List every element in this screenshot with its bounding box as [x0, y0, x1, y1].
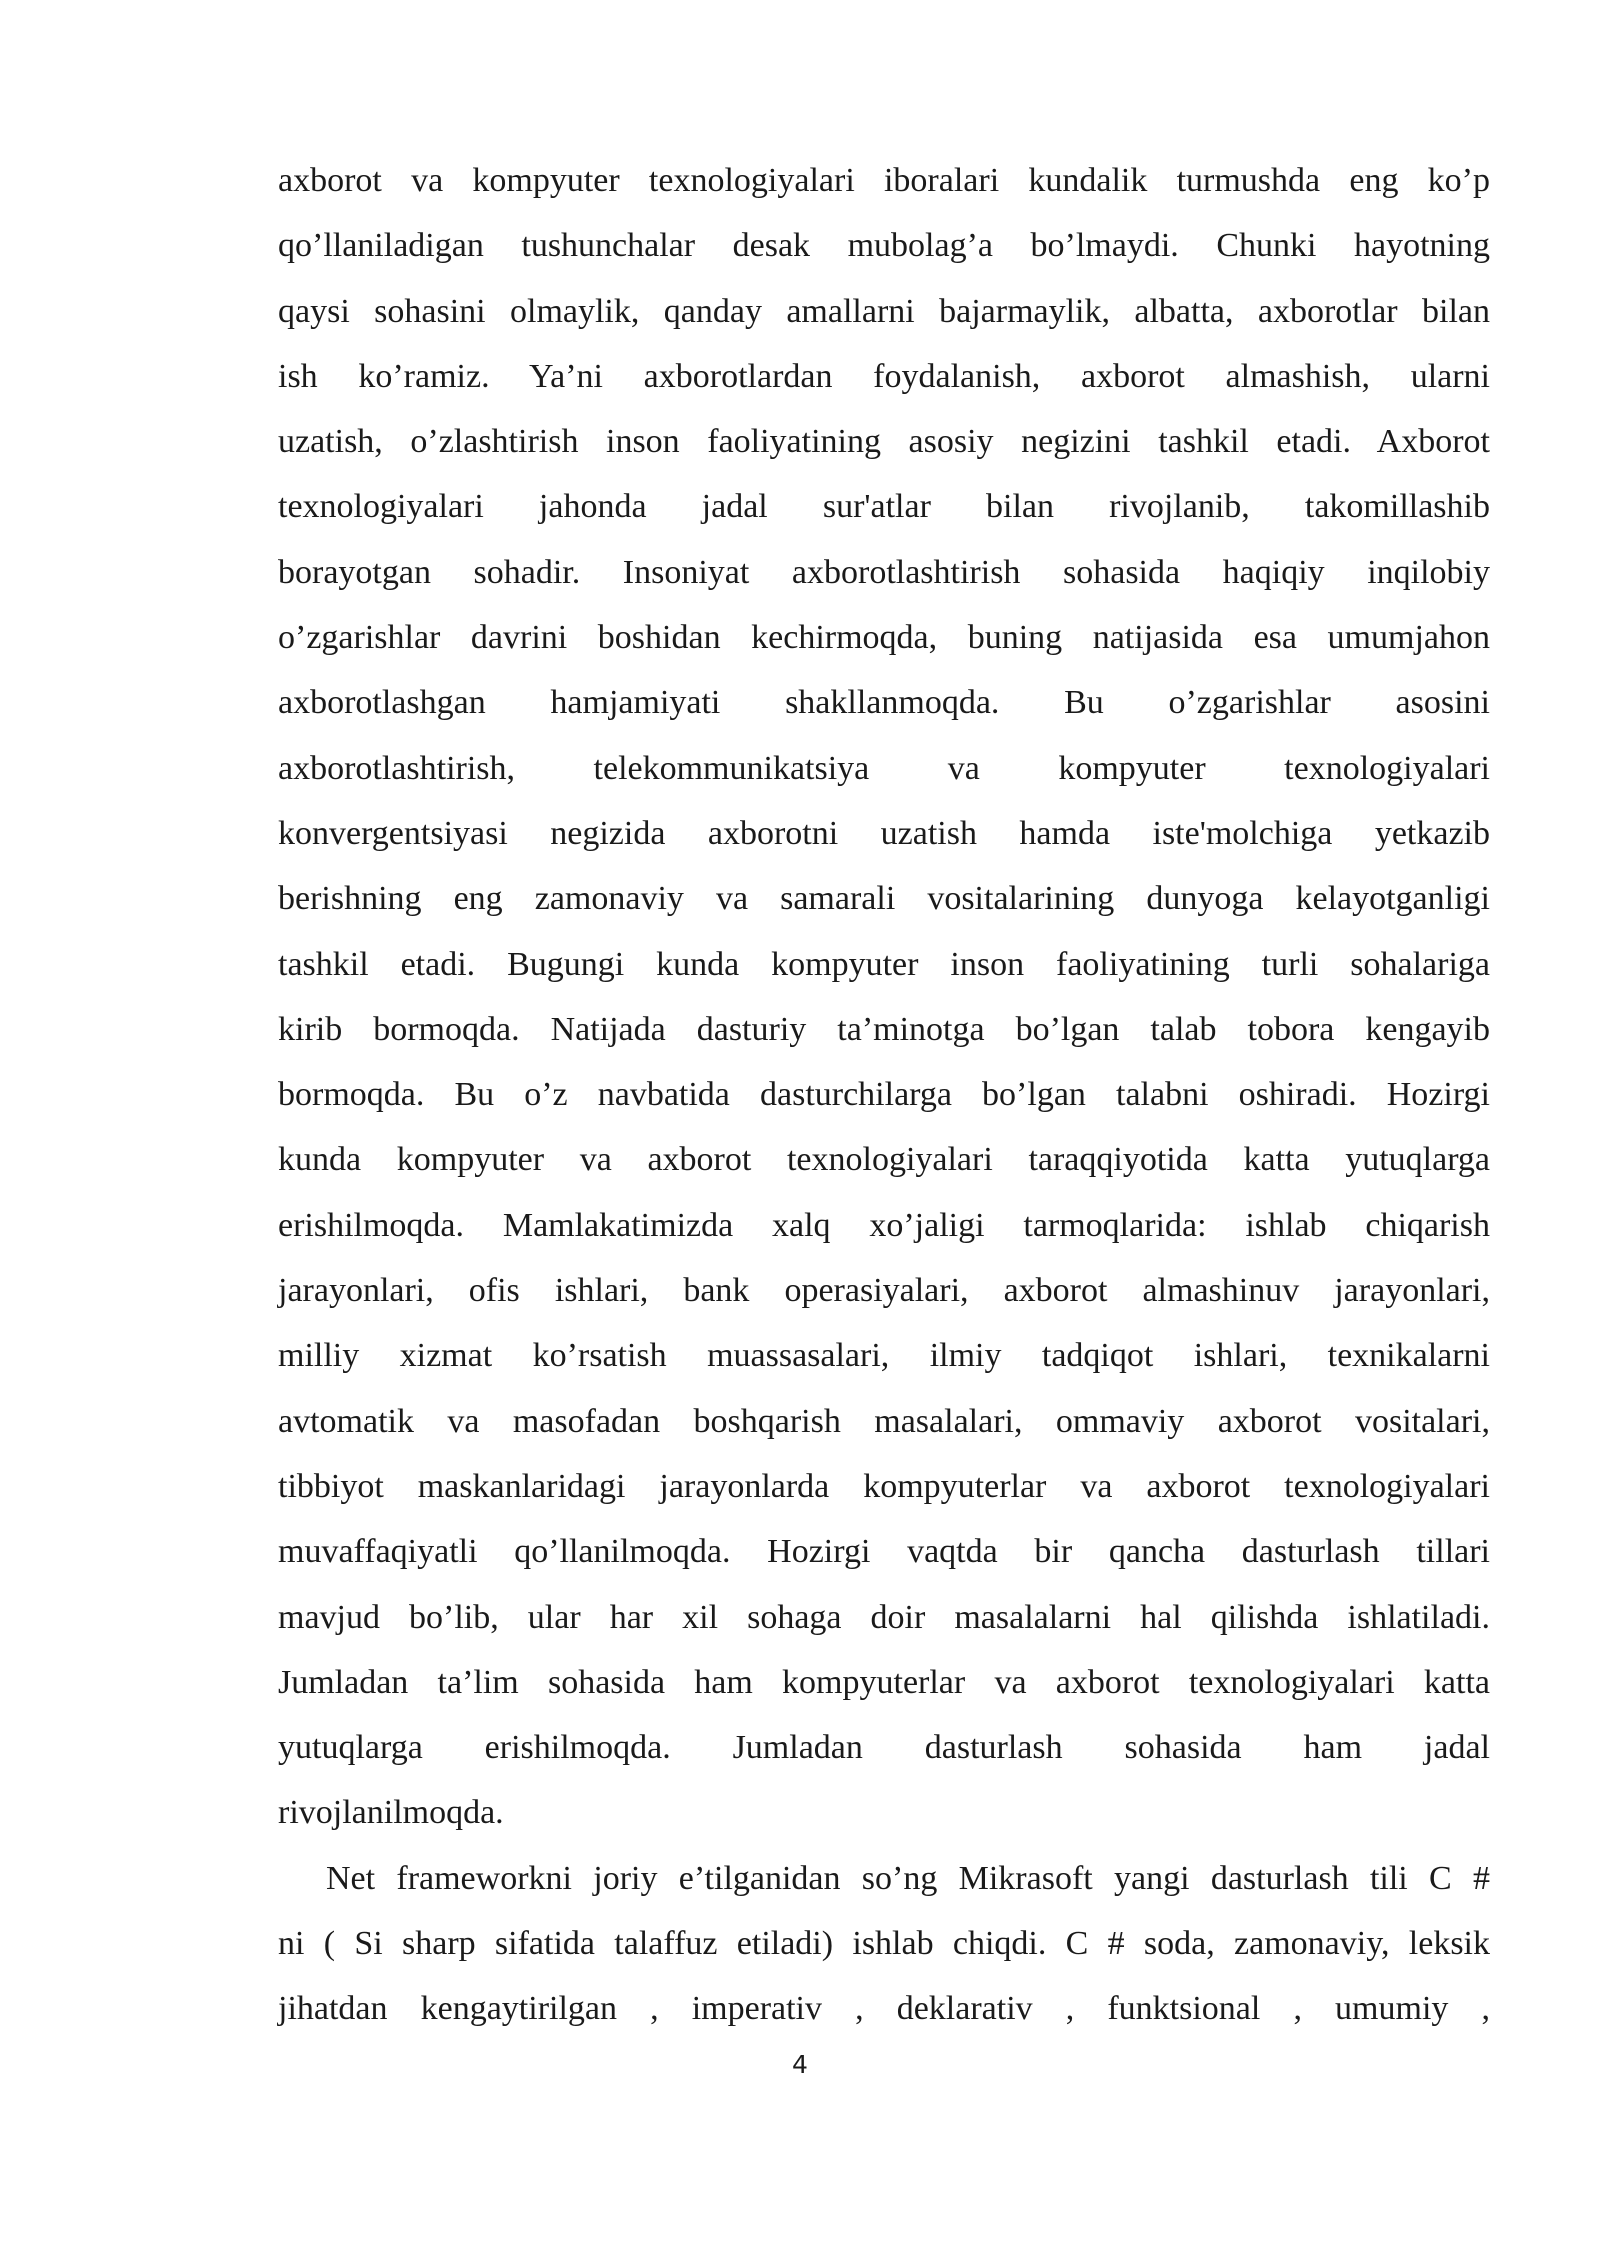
- text-line: rivojlanilmoqda.: [278, 1794, 504, 1832]
- text-line: berishning eng zamonaviy va samarali vositalarining dunyoga kelayotganligi: [278, 880, 1490, 918]
- text-line: Net frameworkni joriy e’tilganidan so’ng Mikrasoft yangi dasturlash tili C #: [326, 1859, 1490, 1897]
- text-line: o’zgarishlar davrini boshidan kechirmoqda, buning natijasida esa umumjahon: [278, 619, 1490, 657]
- text-line: borayotgan sohadir. Insoniyat axborotlashtirish sohasida haqiqiy inqilobiy: [278, 553, 1490, 591]
- text-line: axborotlashgan hamjamiyati shakllanmoqda. Bu o’zgarishlar asosini: [278, 684, 1490, 722]
- text-line: tashkil etadi. Bugungi kunda kompyuter inson faoliyatining turli sohalariga: [278, 945, 1490, 983]
- text-line: ni ( Si sharp sifatida talaffuz etiladi) ishlab chiqdi. C # soda, zamonaviy, leksik: [278, 1925, 1490, 1963]
- text-line: muvaffaqiyatli qo’llanilmoqda. Hozirgi vaqtda bir qancha dasturlash tillari: [278, 1533, 1490, 1571]
- text-line: Jumladan ta’lim sohasida ham kompyuterlar va axborot texnologiyalari katta: [278, 1663, 1490, 1701]
- text-line: yutuqlarga erishilmoqda. Jumladan dasturlash sohasida ham jadal: [278, 1729, 1490, 1767]
- text-line: avtomatik va masofadan boshqarish masalalari, ommaviy axborot vositalari,: [278, 1402, 1490, 1440]
- text-line: axborot va kompyuter texnologiyalari iboralari kundalik turmushda eng ko’p: [278, 162, 1490, 199]
- text-line: mavjud bo’lib, ular har xil sohaga doir masalalarni hal qilishda ishlatiladi.: [278, 1598, 1490, 1636]
- text-line: qo’llaniladigan tushunchalar desak mubolag’a bo’lmaydi. Chunki hayotning: [278, 227, 1490, 265]
- text-line: erishilmoqda. Mamlakatimizda xalq xo’jaligi tarmoqlarida: ishlab chiqarish: [278, 1206, 1490, 1244]
- page-number: 4: [792, 2050, 808, 2079]
- text-line: tibbiyot maskanlaridagi jarayonlarda kompyuterlar va axborot texnologiyalari: [278, 1467, 1490, 1505]
- text-line: uzatish, o’zlashtirish inson faoliyatining asosiy negizini tashkil etadi. Axborot: [278, 423, 1490, 461]
- paragraph-2: [278, 1846, 1490, 2042]
- text-line: konvergentsiyasi negizida axborotni uzatish hamda iste'molchiga yetkazib: [278, 814, 1490, 852]
- text-line: bormoqda. Bu o’z navbatida dasturchilarga bo’lgan talabni oshiradi. Hozirgi: [278, 1076, 1490, 1114]
- text-line: kunda kompyuter va axborot texnologiyalari taraqqiyotida katta yutuqlarga: [278, 1141, 1490, 1179]
- text-line: jarayonlari, ofis ishlari, bank operasiyalari, axborot almashinuv jarayonlari,: [278, 1272, 1490, 1310]
- text-line: texnologiyalari jahonda jadal sur'atlar bilan rivojlanib, takomillashib: [278, 488, 1490, 526]
- text-line: kirib bormoqda. Natijada dasturiy ta’minotga bo’lgan talab tobora kengayib: [278, 1010, 1490, 1048]
- text-line: milliy xizmat ko’rsatish muassasalari, ilmiy tadqiqot ishlari, texnikalarni: [278, 1337, 1490, 1375]
- text-line: axborotlashtirish, telekommunikatsiya va kompyuter texnologiyalari: [278, 749, 1490, 787]
- text-line: jihatdan kengaytirilgan , imperativ , deklarativ , funktsional , umumiy ,: [278, 1990, 1490, 2028]
- text-line: qaysi sohasini olmaylik, qanday amallarni bajarmaylik, albatta, axborotlar bilan: [278, 292, 1490, 330]
- body-text: [278, 148, 1490, 2042]
- paragraph-1: [278, 148, 1490, 1846]
- text-line: ish ko’ramiz. Ya’ni axborotlardan foydalanish, axborot almashish, ularni: [278, 357, 1490, 395]
